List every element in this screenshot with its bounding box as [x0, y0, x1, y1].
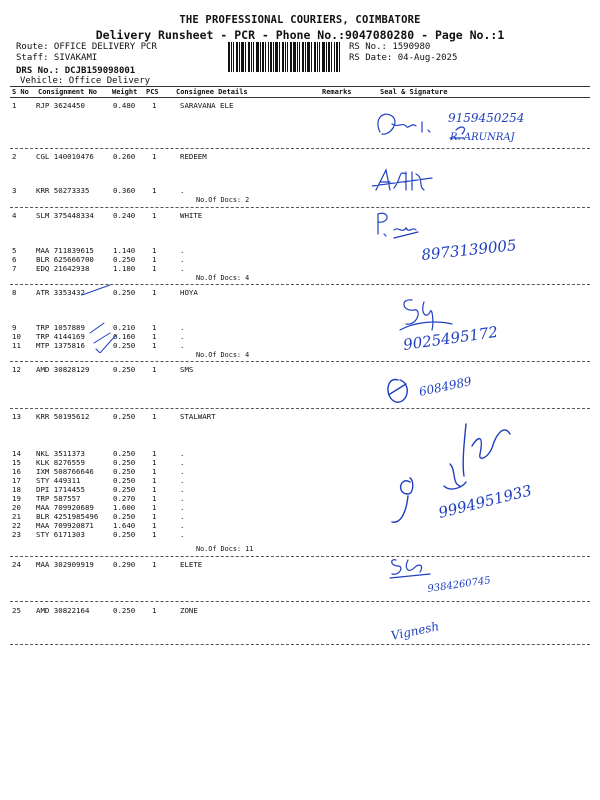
row-22-consignee: . [180, 521, 185, 530]
row-23-sno: 23 [12, 530, 21, 539]
row-13-weight: 0.250 [113, 412, 136, 421]
row-19-consignee: . [180, 494, 185, 503]
row-21-pcs: 1 [152, 512, 157, 521]
row-16-weight: 0.250 [113, 467, 136, 476]
row-7-consignment: EDQ 21642938 [36, 264, 90, 273]
row-10-consignment: TRP 4144169 [36, 332, 85, 341]
row-14-weight: 0.250 [113, 449, 136, 458]
row-1-consignee: SARAVANA ELE [180, 101, 234, 110]
row-17-consignment: STY 449311 [36, 476, 81, 485]
row-5-consignee: . [180, 246, 185, 255]
row-4-consignment: SLM 375448334 [36, 211, 94, 220]
signature-row-13 [380, 414, 580, 554]
table-header-rule [10, 97, 590, 98]
col-header-weight: Weight [112, 88, 138, 96]
row-15-weight: 0.250 [113, 458, 136, 467]
row-6-consignee: . [180, 255, 185, 264]
row-2-consignee: REDEEM [180, 152, 207, 161]
row-5-sno: 5 [12, 246, 17, 255]
group-separator [10, 601, 590, 602]
row-8-consignment: ATR 3353432 [36, 288, 85, 297]
signature-row-4 [372, 208, 572, 268]
row-21-weight: 0.250 [113, 512, 136, 521]
row-23-pcs: 1 [152, 530, 157, 539]
row-16-consignment: IXM 508766646 [36, 467, 94, 476]
row-14-pcs: 1 [152, 449, 157, 458]
row-12-pcs: 1 [152, 365, 157, 374]
row-24-consignee: ELETE [180, 560, 203, 569]
row-3-pcs: 1 [152, 186, 157, 195]
row-4-consignee: WHITE [180, 211, 203, 220]
row-6-pcs: 1 [152, 255, 157, 264]
row-20-pcs: 1 [152, 503, 157, 512]
rs-number: RS No.: 1590980 [349, 42, 431, 52]
handwritten-phone-1: 9159450254 [448, 111, 525, 125]
row-16-consignee: . [180, 467, 185, 476]
row-18-consignee: . [180, 485, 185, 494]
row-5-pcs: 1 [152, 246, 157, 255]
row-19-pcs: 1 [152, 494, 157, 503]
table-top-rule [10, 86, 590, 87]
row-25-pcs: 1 [152, 606, 157, 615]
row-25-consignee: ZONE [180, 606, 198, 615]
row-1-weight: 0.480 [113, 101, 136, 110]
row-25-sno: 25 [12, 606, 21, 615]
row-3-weight: 0.360 [113, 186, 136, 195]
row-5-weight: 1.140 [113, 246, 136, 255]
row-5-consignment: MAA 711839615 [36, 246, 94, 255]
row-7-pcs: 1 [152, 264, 157, 273]
row-20-sno: 20 [12, 503, 21, 512]
row-24-consignment: MAA 302909919 [36, 560, 94, 569]
row-8-pcs: 1 [152, 288, 157, 297]
row-24-pcs: 1 [152, 560, 157, 569]
row-25-consignment: AMD 30822164 [36, 606, 90, 615]
row-14-consignment: NKL 3511373 [36, 449, 85, 458]
row-15-consignment: KLK 8276559 [36, 458, 85, 467]
row-20-weight: 1.600 [113, 503, 136, 512]
row-18-weight: 0.250 [113, 485, 136, 494]
row-24-sno: 24 [12, 560, 21, 569]
row-11-pcs: 1 [152, 341, 157, 350]
row-15-consignee: . [180, 458, 185, 467]
row-11-consignment: MTP 1375816 [36, 341, 85, 350]
row-24-weight: 0.290 [113, 560, 136, 569]
row-19-sno: 19 [12, 494, 21, 503]
row-12-consignment: AMD 30828129 [36, 365, 90, 374]
handwritten-phone-13: 9994951933 [436, 481, 534, 522]
row-23-consignment: STY 6171303 [36, 530, 85, 539]
row-12-sno: 12 [12, 365, 21, 374]
signature-row-25 [384, 604, 524, 650]
row-19-weight: 0.270 [113, 494, 136, 503]
row-22-sno: 22 [12, 521, 21, 530]
row-6-consignment: BLR 625666700 [36, 255, 94, 264]
row-3-sno: 3 [12, 186, 17, 195]
row-6-weight: 0.250 [113, 255, 136, 264]
row-17-sno: 17 [12, 476, 21, 485]
row-10-weight: 0.160 [113, 332, 136, 341]
doc-count-group-4: No.Of Docs: 4 [196, 274, 250, 282]
doc-count-group-2: No.Of Docs: 2 [196, 196, 250, 204]
row-23-consignee: . [180, 530, 185, 539]
row-4-pcs: 1 [152, 211, 157, 220]
barcode-image [228, 42, 340, 72]
staff-label: Staff: SIVAKAMI [16, 53, 98, 63]
row-22-weight: 1.640 [113, 521, 136, 530]
row-21-sno: 21 [12, 512, 21, 521]
col-header-consignee: Consignee Details [176, 88, 248, 96]
vehicle-label: Vehicle: Office Delivery [20, 76, 151, 86]
row-4-weight: 0.240 [113, 211, 136, 220]
row-10-pcs: 1 [152, 332, 157, 341]
col-header-seal: Seal & Signature [380, 88, 448, 96]
row-1-pcs: 1 [152, 101, 157, 110]
row-12-weight: 0.250 [113, 365, 136, 374]
row-25-weight: 0.250 [113, 606, 136, 615]
row-20-consignee: . [180, 503, 185, 512]
row-11-consignee: . [180, 341, 185, 350]
handwritten-phone-4: 8973139005 [420, 236, 518, 264]
drs-number: DRS No.: DCJB159098001 [16, 66, 136, 76]
row-14-consignee: . [180, 449, 185, 458]
handwritten-name-1: R. ARUNRAJ [450, 132, 515, 143]
row-9-consignee: . [180, 323, 185, 332]
row-2-pcs: 1 [152, 152, 157, 161]
signature-row-24 [380, 554, 560, 600]
row-9-sno: 9 [12, 323, 17, 332]
row-9-pcs: 1 [152, 323, 157, 332]
row-10-sno: 10 [12, 332, 21, 341]
row-2-consignment: CGL 140010476 [36, 152, 94, 161]
row-11-weight: 0.250 [113, 341, 136, 350]
row-17-pcs: 1 [152, 476, 157, 485]
row-13-sno: 13 [12, 412, 21, 421]
row-23-weight: 0.250 [113, 530, 136, 539]
row-2-sno: 2 [12, 152, 17, 161]
col-header-remarks: Remarks [322, 88, 352, 96]
row-9-weight: 0.210 [113, 323, 136, 332]
row-22-consignment: MAA 709920871 [36, 521, 94, 530]
row-16-pcs: 1 [152, 467, 157, 476]
row-3-consignee: . [180, 186, 185, 195]
route-label: Route: OFFICE DELIVERY PCR [16, 42, 157, 52]
rs-date: RS Date: 04-Aug-2025 [349, 53, 458, 63]
row-13-pcs: 1 [152, 412, 157, 421]
row-8-weight: 0.250 [113, 288, 136, 297]
row-22-pcs: 1 [152, 521, 157, 530]
col-header-consignment: Consignment No [38, 88, 98, 96]
row-21-consignment: BLR 4251985496 [36, 512, 99, 521]
doc-count-group-13: No.Of Docs: 11 [196, 545, 254, 553]
doc-count-group-8: No.Of Docs: 4 [196, 351, 250, 359]
row-7-sno: 7 [12, 264, 17, 273]
row-15-pcs: 1 [152, 458, 157, 467]
row-17-weight: 0.250 [113, 476, 136, 485]
row-19-consignment: TRP 587557 [36, 494, 81, 503]
group-separator [10, 148, 590, 149]
col-header-sno: S No [12, 88, 29, 96]
row-20-consignment: MAA 709920689 [36, 503, 94, 512]
row-18-sno: 18 [12, 485, 21, 494]
signature-row-8 [380, 292, 580, 362]
row-15-sno: 15 [12, 458, 21, 467]
signature-row-3 [372, 166, 452, 196]
handwritten-phone-8: 9025495172 [402, 322, 500, 354]
row-4-sno: 4 [12, 211, 17, 220]
row-10-consignee: . [180, 332, 185, 341]
company-title: THE PROFESSIONAL COURIERS, COIMBATORE [179, 14, 421, 26]
row-13-consignee: STALWART [180, 412, 216, 421]
handwritten-phone-24: 9384260745 [426, 575, 492, 595]
row-18-consignment: DPI 1714455 [36, 485, 85, 494]
row-16-sno: 16 [12, 467, 21, 476]
row-3-consignment: KRR 50273335 [36, 186, 90, 195]
row-18-pcs: 1 [152, 485, 157, 494]
check-marks [80, 283, 120, 353]
row-12-consignee: SMS [180, 365, 194, 374]
col-header-pcs: PCS [146, 88, 159, 96]
row-9-consignment: TRP 1057889 [36, 323, 85, 332]
row-6-sno: 6 [12, 255, 17, 264]
row-7-consignee: . [180, 264, 185, 273]
handwritten-name-25: Vignesh [389, 619, 441, 643]
handwritten-phone-12: 6084989 [417, 374, 473, 399]
row-1-sno: 1 [12, 101, 17, 110]
row-8-consignee: HOYA [180, 288, 198, 297]
row-13-consignment: KRR 50195612 [36, 412, 90, 421]
row-14-sno: 14 [12, 449, 21, 458]
row-1-consignment: RJP 3624450 [36, 101, 85, 110]
row-7-weight: 1.180 [113, 264, 136, 273]
signature-row-12 [380, 364, 540, 410]
row-8-sno: 8 [12, 288, 17, 297]
signature-row-1 [372, 102, 572, 148]
row-17-consignee: . [180, 476, 185, 485]
row-2-weight: 0.260 [113, 152, 136, 161]
row-11-sno: 11 [12, 341, 21, 350]
row-21-consignee: . [180, 512, 185, 521]
runsheet-subtitle: Delivery Runsheet - PCR - Phone No.:9047080280 - Page No.:1 [95, 28, 505, 42]
